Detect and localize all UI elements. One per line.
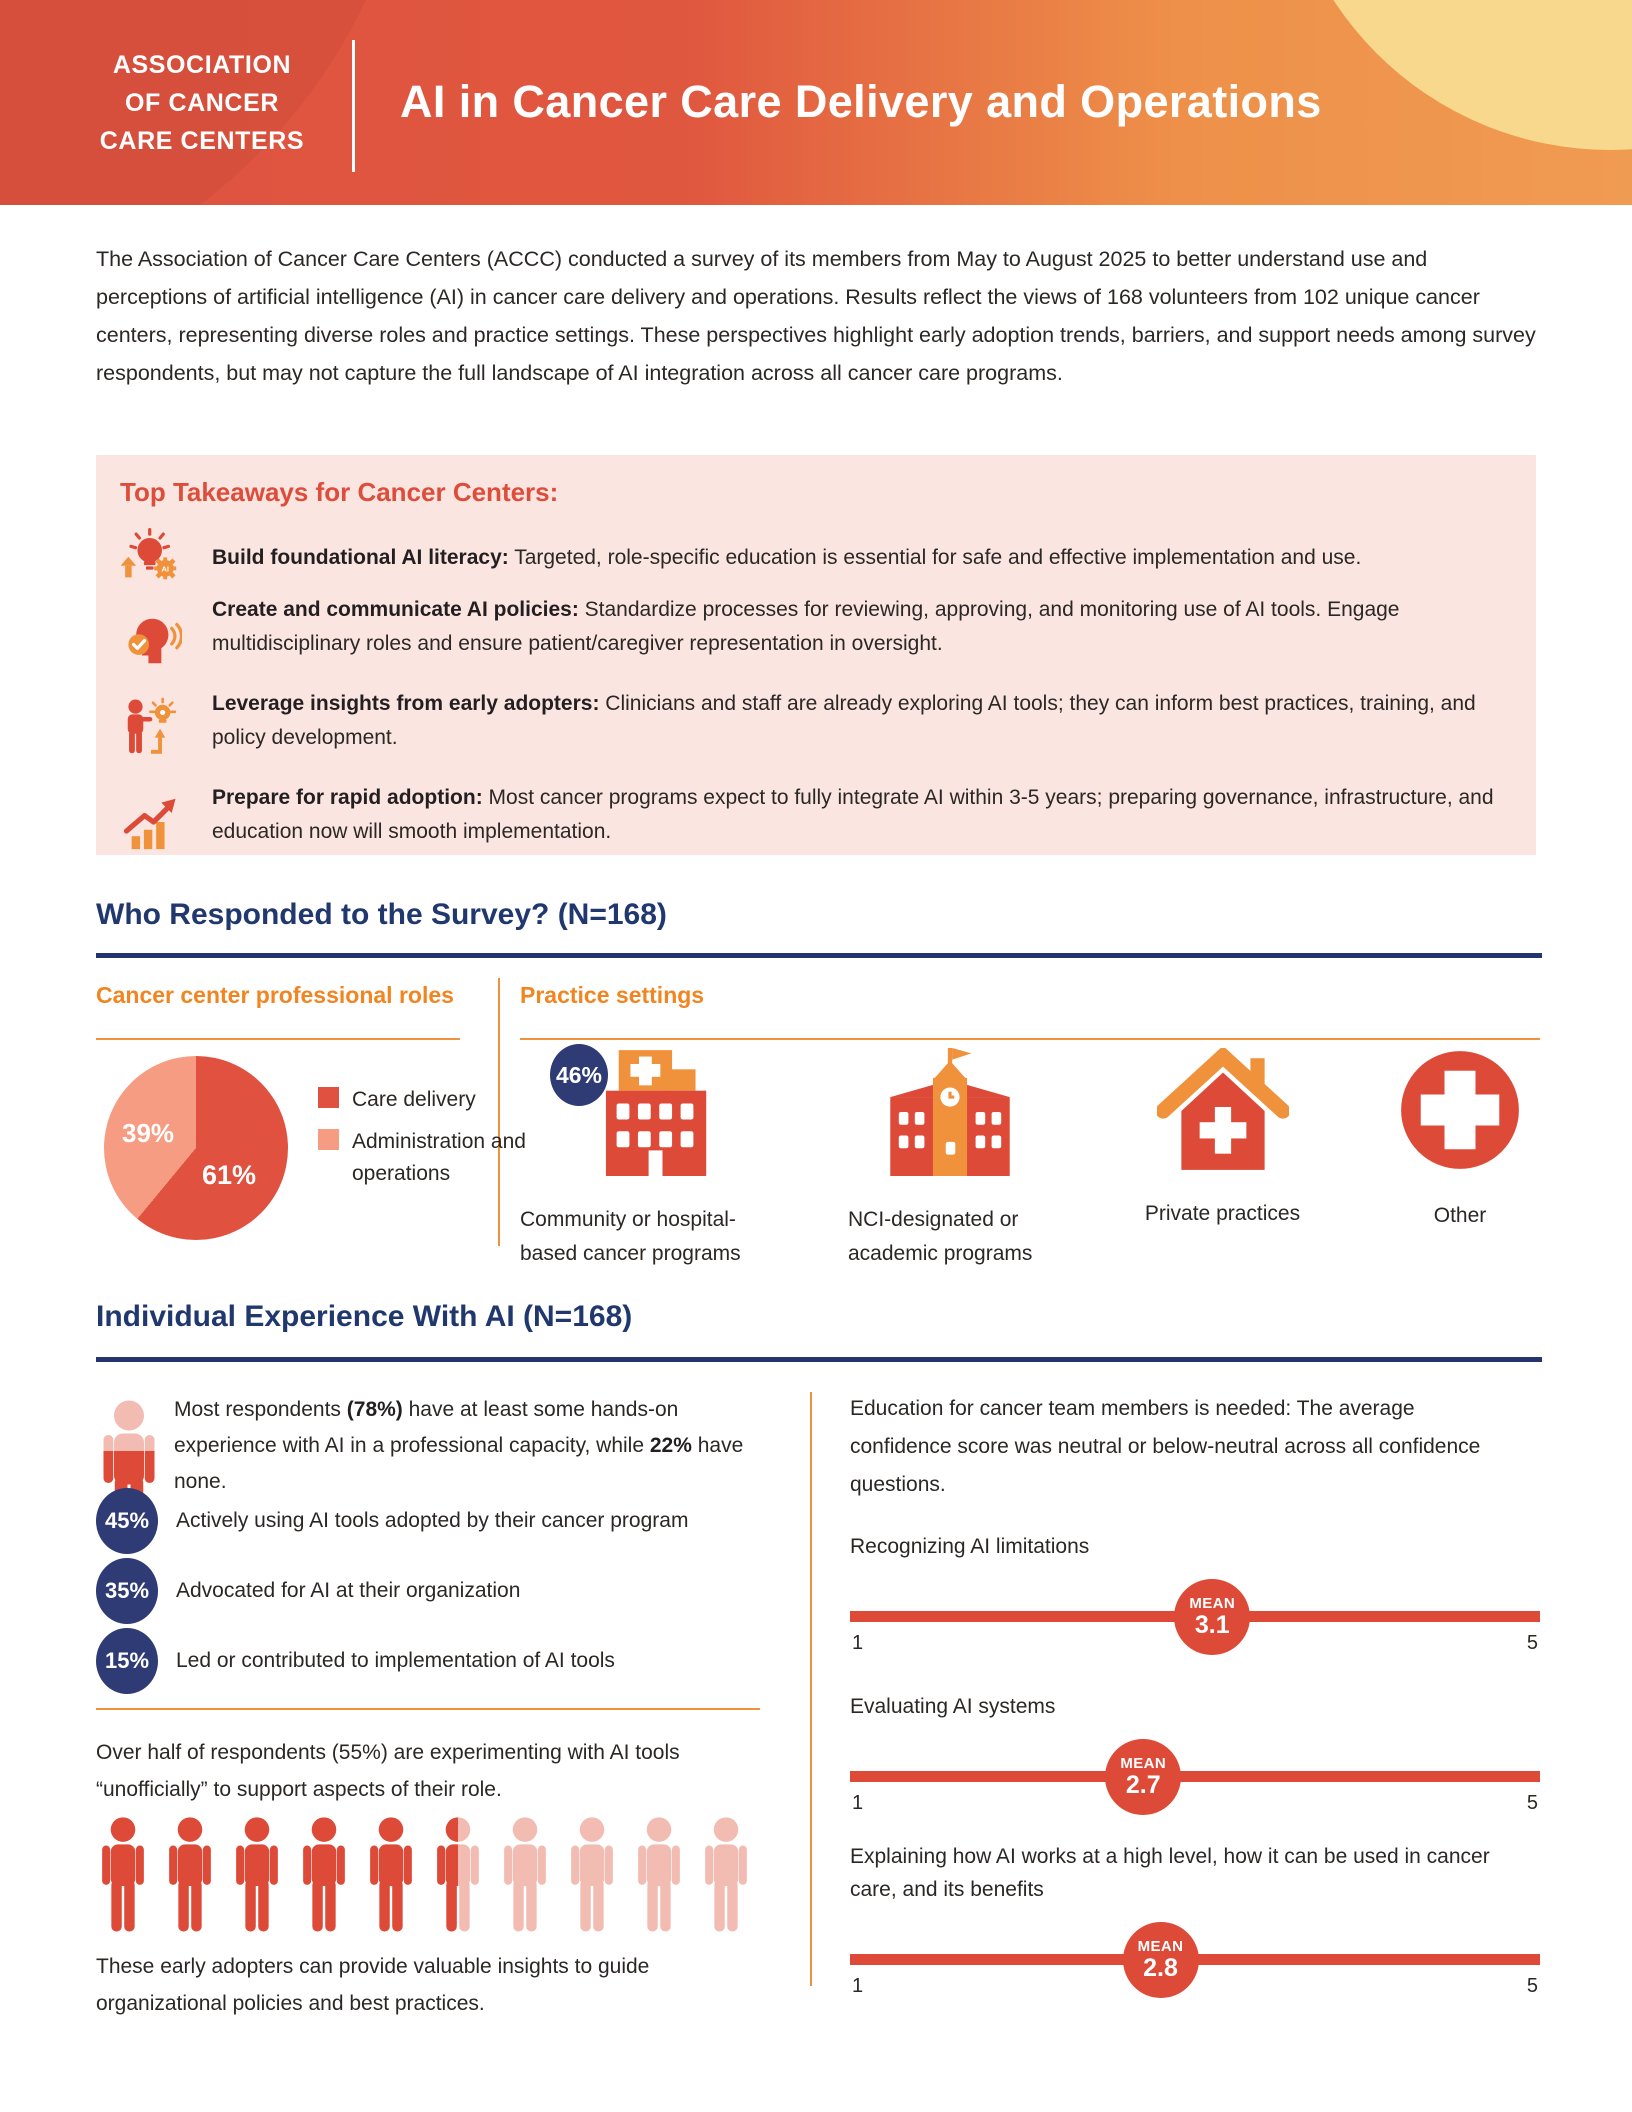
logo-divider [352,40,355,172]
legend-item [318,1126,548,1190]
growth-chart-icon [120,791,182,853]
stat-row [96,1488,688,1554]
confidence-label: Recognizing AI limitations [850,1535,1090,1558]
takeaway-text [212,687,1510,755]
person-icon [699,1816,753,1934]
roles-sub-label: Cancer center professional roles [96,982,454,1008]
takeaway-lead: Leverage insights from early adopters: [212,692,600,715]
practice-setting-item [1100,1048,1345,1231]
hands-on-seg: have none. [174,1434,744,1493]
page-title: AI in Cancer Care Delivery and Operations [400,76,1322,127]
takeaways-title: Top Takeaways for Cancer Centers: [120,477,559,507]
confidence-block [850,1690,1540,1829]
mean-marker [1123,1922,1199,1998]
stat-label: Led or contributed to implementation of AI tools [176,1649,615,1672]
confidence-scale [850,1577,1540,1669]
intro-paragraph: The Association of Cancer Care Centers (ACCC) conducted a survey of its members from May to August 2025 to better understand use and perceptions of artificial intelligence (AI) in cancer care delivery and operations. Results reflect the views of 168 volunteers from 102 unique cancer centers, representing diverse roles and practice settings. These perspectives highlight early adoption trends, barriers, and support needs among survey respondents, but may not capture the full landscape of AI integration across all cancer care programs. [96,247,1536,385]
experience-heading: Individual Experience With AI (N=168) [96,1300,633,1333]
practice-setting-item [820,1048,1080,1271]
person-icon [297,1816,351,1934]
hands-on-pct: (78%) [346,1398,403,1421]
hands-on-seg: Most respondents [174,1398,347,1421]
heading-rule [96,1357,1542,1362]
confidence-scale [850,1737,1540,1829]
takeaway-body: Clinicians and staff are already exploring AI tools; they can inform best practices, training, and policy development. [212,692,1476,749]
lightbulb-gear-icon [120,527,182,589]
experimenting-paragraph: Over half of respondents (55%) are experimenting with AI tools “unofficially” to support aspects of their role. [96,1741,680,1801]
takeaway-body: Most cancer programs expect to fully integrate AI within 3-5 years; preparing governance, infrastructure, and education now will smooth implementation. [212,786,1494,843]
hospital-icon [555,1048,730,1181]
stat-label: Advocated for AI at their organization [176,1579,521,1602]
practice-setting-label: Other [1433,1204,1487,1227]
takeaway-text [212,593,1510,661]
hands-on-pct: 22% [649,1434,692,1457]
confidence-block [850,1840,1540,2012]
top-takeaways-box [96,455,1536,855]
scale-max-label: 5 [1526,1632,1538,1654]
circle-cross-icon [1398,1048,1522,1177]
stat-row [96,1558,520,1624]
house-cross-icon [1157,1048,1289,1175]
practice-rule [520,1038,1540,1040]
person-icon [96,1816,150,1934]
mean-word: MEAN [1120,1755,1167,1772]
roles-rule [96,1038,460,1040]
takeaway-text [212,527,1510,575]
stat-label: Actively using AI tools adopted by their cancer program [176,1509,689,1532]
early-adopters-paragraph: These early adopters can provide valuable insights to guide organizational policies and best practices. [96,1955,650,2015]
legend-swatch-administration [318,1129,339,1150]
mean-marker [1105,1739,1181,1815]
who-responded-heading: Who Responded to the Survey? (N=168) [96,898,667,931]
experience-column-divider [810,1392,812,1986]
practice-setting-label: NCI-designated or academic programs [848,1208,1033,1265]
takeaway-body: Standardize processes for reviewing, approving, and monitoring use of AI tools. Engage multidisciplinary roles and ensure patient/caregiver representation in oversight. [212,598,1400,655]
early-adopter-pictograph [96,1816,760,1934]
legend-label: Administration and operations [352,1130,526,1185]
takeaway-item [120,527,1510,575]
head-check-icon [120,609,182,671]
practice-setting-item [1360,1048,1560,1233]
takeaway-lead: Prepare for rapid adoption: [212,786,483,809]
pie-slice-label: 61% [202,1160,257,1190]
logo-line-3: CARE CENTERS [99,127,305,155]
heading-rule [96,953,1542,958]
scale-min-label: 1 [852,1792,864,1814]
scale-max-label: 5 [1526,1792,1538,1814]
person-icon [632,1816,686,1934]
takeaway-text [212,781,1510,849]
logo-line-1: ASSOCIATION [112,51,292,79]
person-icon [498,1816,552,1934]
scale-track [850,1771,1540,1782]
person-icon [163,1816,217,1934]
hands-on-seg: have at least some hands-on experience with AI in a professional capacity, while [174,1398,679,1457]
takeaway-item [120,687,1510,755]
percent-badge: 46% [550,1044,608,1106]
legend-item [318,1084,548,1116]
stat-circle: 15% [96,1628,158,1694]
mean-word: MEAN [1189,1595,1236,1612]
hands-on-paragraph [174,1392,760,1500]
legend-label: Care delivery [352,1088,476,1111]
mean-value: 3.1 [1194,1611,1230,1639]
takeaway-item [120,593,1510,661]
left-column-divider [96,1708,760,1710]
logo-line-2: OF CANCER [124,89,279,117]
confidence-block [850,1530,1540,1669]
takeaway-item [120,781,1510,849]
svg-text:AI: AI [161,564,170,574]
confidence-scale [850,1920,1540,2012]
practice-sub-label: Practice settings [520,982,705,1008]
roles-legend [318,1084,548,1200]
stat-circle: 35% [96,1558,158,1624]
scale-min-label: 1 [852,1975,864,1997]
stat-circle: 45% [96,1488,158,1554]
scale-max-label: 5 [1526,1975,1538,1997]
person-icon [230,1816,284,1934]
school-icon [875,1048,1025,1181]
mean-marker [1174,1579,1250,1655]
confidence-label: Explaining how AI works at a high level, how it can be used in cancer care, and its benefits [850,1845,1490,1901]
mean-word: MEAN [1137,1938,1184,1955]
stat-row [96,1628,615,1694]
practice-setting-label: Community or hospital-based cancer programs [520,1208,741,1265]
practice-setting-label: Private practices [1144,1202,1301,1225]
takeaway-lead: Create and communicate AI policies: [212,598,579,621]
person-icon [364,1816,418,1934]
accc-logo [67,46,337,160]
legend-swatch-care-delivery [318,1087,339,1108]
header-banner [0,0,1632,205]
mean-value: 2.8 [1143,1954,1178,1982]
takeaway-body: Targeted, role-specific education is essential for safe and effective implementation and use. [508,546,1362,569]
practice-setting-item [520,1048,790,1271]
person-icon [431,1816,485,1934]
scale-min-label: 1 [852,1632,864,1654]
pie-slice-label: 39% [122,1118,175,1148]
person-lightbulb-icon [120,695,182,757]
confidence-label: Evaluating AI systems [850,1695,1056,1718]
education-note: Education for cancer team members is needed: The average confidence score was neutral or below-neutral across all confidence questions. [850,1397,1481,1496]
mean-value: 2.7 [1125,1771,1161,1799]
roles-pie-chart [104,1056,288,1240]
person-icon [565,1816,619,1934]
takeaway-lead: Build foundational AI literacy: [212,546,509,569]
